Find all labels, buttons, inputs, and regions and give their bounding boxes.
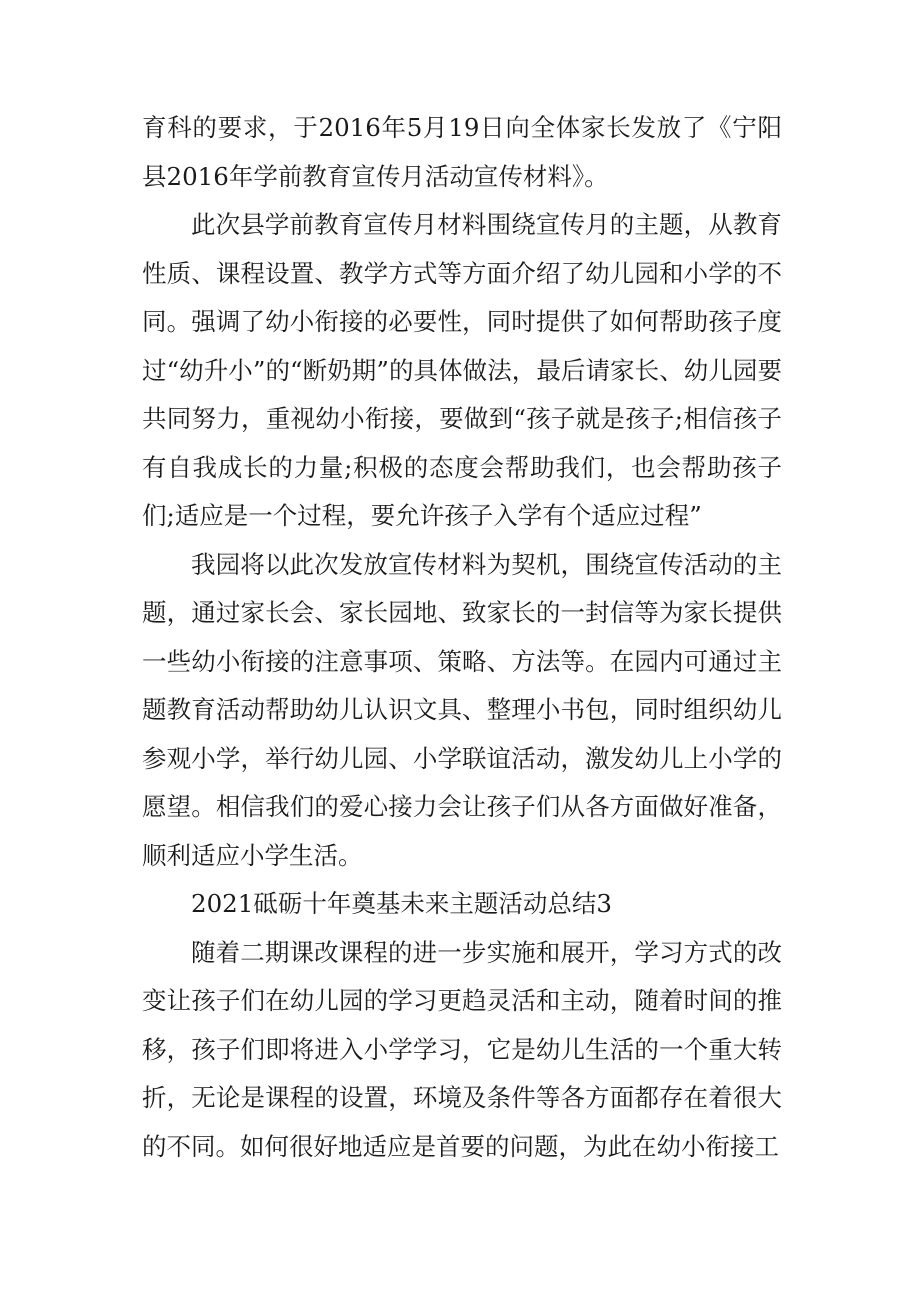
paragraph-kindergarten-plan: 我园将以此次发放宣传材料为契机，围绕宣传活动的主题，通过家长会、家长园地、致家长的一封信等为家长提供一些幼小衔接的注意事项、策略、方法等。在园内可通过主题教育活动帮助幼儿认识文具、整理小书包，同时组织幼儿参观小学，举行幼儿园、小学联谊活动，激发幼儿上小学的愿望。相信我们的爱心接力会让孩子们从各方面做好准备，顺利适应小学生活。: [142, 549, 782, 870]
paragraph-continuation: 育科的要求，于2016年5月19日向全体家长发放了《宁阳县2016年学前教育宣传月活动宣传材料》。: [142, 113, 782, 191]
section-heading: 2021砥砺十年奠基未来主题活动总结3: [191, 889, 612, 918]
document-body: [142, 104, 782, 1171]
paragraph-publicity-materials: 此次县学前教育宣传月材料围绕宣传月的主题，从教育性质、课程设置、教学方式等方面介绍了幼儿园和小学的不同。强调了幼小衔接的必要性，同时提供了如何帮助孩子度过“幼升小”的“断奶期”的具体做法，最后请家长、幼儿园要共同努力，重视幼小衔接，要做到“孩子就是孩子;相信孩子有自我成长的力量;积极的态度会帮助我们，也会帮助孩子们;适应是一个过程，要允许孩子入学有个适应过程”: [142, 210, 782, 530]
paragraph-curriculum-reform: 随着二期课改课程的进一步实施和展开，学习方式的改变让孩子们在幼儿园的学习更趋灵活和主动，随着时间的推移，孩子们即将进入小学学习，它是幼儿生活的一个重大转折，无论是课程的设置，环境及条件等各方面都存在着很大的不同。如何很好地适应是首要的问题，为此在幼小衔接工: [142, 937, 782, 1161]
